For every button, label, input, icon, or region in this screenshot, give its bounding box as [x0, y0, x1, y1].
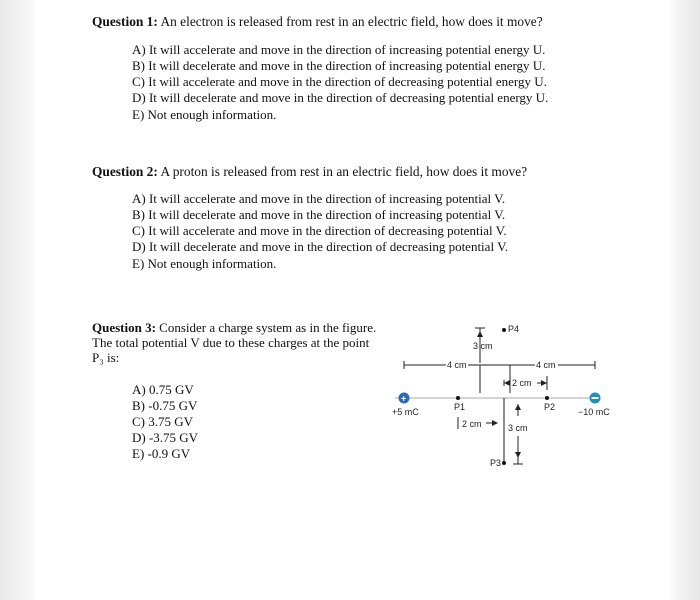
question-2-option-a: A) It will accelerate and move in the direction of increasing potential V.: [132, 191, 506, 206]
question-1-option-c: C) It will accelerate and move in the direction of decreasing potential energy U.: [132, 74, 547, 89]
dim-2cm-upper-arrow-left: [504, 380, 510, 386]
question-1-option-d: D) It will decelerate and move in the direction of decreasing potential energy U.: [132, 90, 549, 105]
question-2-title: [92, 164, 527, 180]
question-2-option-d: D) It will decelerate and move in the direction of decreasing potential V.: [132, 239, 509, 254]
point-p3-marker: [502, 461, 506, 465]
point-p1-marker: [456, 396, 460, 400]
point-p4-marker: [502, 328, 506, 332]
page-edge-right: [670, 0, 700, 600]
question-2-text: A proton is released from rest in an electric field, how does it move?: [157, 164, 528, 179]
dim-4cm-right-label: 4 cm: [536, 360, 556, 370]
question-1-label: Question 1:: [92, 14, 158, 29]
negative-charge-label: −10 mC: [578, 407, 610, 417]
dim-3cm-top-label: 3 cm: [473, 341, 493, 351]
question-1-option-e: E) Not enough information.: [132, 107, 277, 122]
question-2-option-e: E) Not enough information.: [132, 256, 277, 271]
dim-3cm-lower-label: 3 cm: [508, 423, 528, 433]
question-3-label: Question 3:: [92, 320, 156, 335]
point-p2-label: P2: [544, 402, 556, 412]
page-edge-left: [0, 0, 34, 600]
positive-charge-plus-sign: +: [401, 393, 407, 404]
question-2-label: Question 2:: [92, 164, 158, 179]
question-3-option-a: A) 0.75 GV: [132, 382, 194, 397]
question-3-option-d: D) -3.75 GV: [132, 430, 199, 445]
question-1-option-a: A) It will accelerate and move in the direction of increasing potential energy U.: [132, 42, 546, 57]
dim-2cm-lower-label: 2 cm: [462, 419, 482, 429]
question-3-text-block: [92, 320, 376, 365]
point-p2-marker: [545, 396, 549, 400]
point-p3-label: P3: [490, 458, 502, 468]
negative-charge-minus-sign: [592, 397, 599, 399]
dim-2cm-upper-arrow-right: [541, 380, 547, 386]
dim-2cm-lower-arrow: [492, 420, 498, 426]
question-3-option-b: B) -0.75 GV: [132, 398, 198, 413]
question-2-option-c: C) It will accelerate and move in the direction of decreasing potential V.: [132, 223, 507, 238]
question-3-text-line-2: The total potential V due to these charges at the point: [92, 335, 370, 350]
question-1-text: An electron is released from rest in an electric field, how does it move?: [157, 14, 543, 29]
charge-system-figure: [380, 318, 630, 483]
positive-charge-label: +5 mC: [392, 407, 419, 417]
question-3-text-line-3: P₃ is:: [92, 350, 120, 365]
point-p4-label: P4: [508, 324, 520, 334]
dim-2cm-upper-label: 2 cm: [512, 378, 532, 388]
question-1-option-b: B) It will decelerate and move in the direction of increasing potential energy U.: [132, 58, 546, 73]
question-1-title: [92, 14, 543, 30]
dim-3cm-top-arrowhead: [477, 331, 483, 337]
question-3-option-e: E) -0.9 GV: [132, 446, 191, 461]
question-3-option-c: C) 3.75 GV: [132, 414, 194, 429]
dim-4cm-left-label: 4 cm: [447, 360, 467, 370]
dim-3cm-lower-arrow-down: [515, 452, 521, 458]
question-3-text-line-1: Consider a charge system as in the figure.: [155, 320, 377, 335]
point-p1-label: P1: [454, 402, 466, 412]
question-2-option-b: B) It will decelerate and move in the direction of increasing potential V.: [132, 207, 506, 222]
